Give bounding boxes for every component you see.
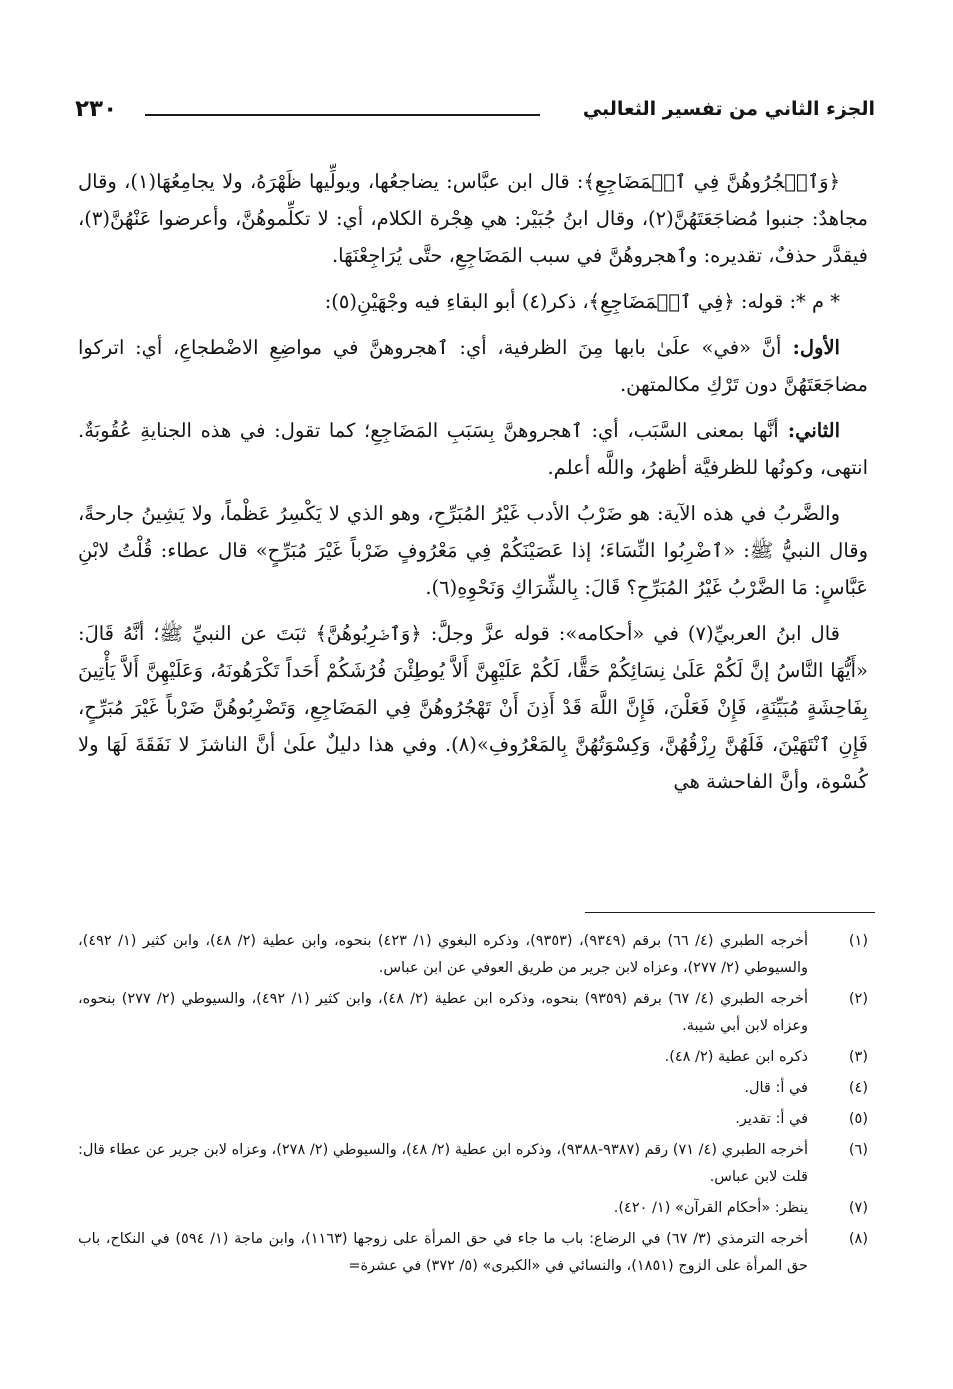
paragraph-text: والضَّربُ في هذه الآية: هو ضَرْبُ الأدب غَيْرُ المُبَرِّحِ، وهو الذي لا يَكْسِرُ عَظْماً، ولا يَشِينُ جارحةً، وقال النبيُّ ﷺ: «ٱضْرِبُوا النِّسَاءَ؛ إذا عَصَيْنَكُمْ فِي مَعْرُوفٍ ضَرْباً غَيْرَ مُبَرِّحٍ» قال عطاء: قُلْتُ لابْنِ عَبَّاسٍ: مَا الضَّرْبُ غَيْرُ المُبَرِّحِ؟ قَالَ: بِالشِّرَاكِ وَنَحْوِهِ(٦). xyxy=(78,502,868,599)
paragraph xyxy=(78,615,868,800)
paragraph-lead: الأول: xyxy=(781,336,840,359)
footnote-number: (٣) xyxy=(848,1049,868,1065)
footnote xyxy=(78,1195,868,1222)
footnote-text: أخرجه الترمذي (٣/ ٦٧) في الرضاع: باب ما جاء في حق المرأة على زوجها (١١٦٣)، وابن ماجة (١/ ٥٩٤) في النكاح، باب حق المرأة على الزوج (١٨٥١)، والنسائي في «الكبرى» (٥/ ٣٧٢) في عشرة= xyxy=(78,1231,808,1274)
footnote-text: ذكره ابن عطية (٢/ ٤٨). xyxy=(664,1049,808,1065)
paragraph-text: أنَّها بمعنى السَّبَب، أي: ٱهجروهنَّ بِسَبَبِ المَضَاجِعِ؛ كما تقول: في هذه الجنايةِ عُقُوبَةٌ. انتهى، وكونُها للظرفيَّة أظهرُ، واللَّه أعلم. xyxy=(78,419,868,479)
footnote xyxy=(78,986,868,1040)
main-text xyxy=(78,163,868,809)
footnotes xyxy=(78,928,868,1284)
footnote-text: أخرجه الطبري (٤/ ٦٧) برقم (٩٣٥٩) بنحوه، وذكره ابن عطية (٢/ ٤٨)، وابن كثير (١/ ٤٩٢)، والسيوطي (٢/ ٢٧٧) بنحوه، وعزاه لابن أبي شيبة. xyxy=(78,991,808,1034)
footnote-text: في أ: قال. xyxy=(744,1080,808,1096)
footnote-text: في أ: تقدير. xyxy=(735,1111,808,1127)
footnote-separator xyxy=(585,912,875,913)
paragraph xyxy=(78,495,868,606)
running-title: الجزء الثاني من تفسير الثعالبي xyxy=(582,98,875,120)
footnote xyxy=(78,1137,868,1191)
footnote-text: أخرجه الطبري (٤/ ٦٦) برقم (٩٣٤٩)، (٩٣٥٣)، وذكره البغوي (١/ ٤٢٣) بنحوه، وابن عطية (٢/ ٤٨)، وابن كثير (١/ ٤٩٢)، والسيوطي (٢/ ٢٧٧)، وعزاه لابن جرير من طريق العوفي عن ابن عباس. xyxy=(78,933,809,976)
paragraph-text: * م *: قوله: ﴿فِي ٱلۡمَضَاجِعِ﴾، ذكر(٤) أبو البقاءِ فيه وجْهَيْنِ(٥): xyxy=(324,290,840,313)
paragraph-lead: الثاني: xyxy=(778,419,840,442)
footnote-number: (٨) xyxy=(848,1231,868,1247)
footnote xyxy=(78,1075,868,1102)
footnote-number: (٤) xyxy=(848,1080,868,1096)
footnote xyxy=(78,1044,868,1071)
footnote-number: (٥) xyxy=(848,1111,868,1127)
footnote-number: (٦) xyxy=(848,1142,868,1158)
paragraph-text: ﴿وَٱهۡجُرُوهُنَّ فِي ٱلۡمَضَاجِعِ﴾: قال ابن عبَّاس: يضاجعُها، ويولِّيها ظَهْرَهُ، ولا يجامِعُهَا(١)، وقال مجاهدٌ: جنبوا مُضاجَعَتَهُنَّ(٢)، وقال ابنُ جُبَيْر: هي هِجْرة الكلام، أي: لا تكلِّموهُنَّ، وأعرضوا عَنْهُنَّ(٣)، فيقدَّر حذفٌ، تقديره: وٱهجروهُنَّ في سبب المَضَاجِعِ، حتَّى يُرَاجِعْنَهَا. xyxy=(78,170,868,267)
footnote xyxy=(78,1226,868,1280)
paragraph xyxy=(78,283,868,320)
page-header xyxy=(75,96,875,136)
footnote-text: أخرجه الطبري (٤/ ٧١) رقم (٩٣٨٧-٩٣٨٨)، وذكره ابن عطية (٢/ ٤٨)، والسيوطي (٢/ ٢٧٨)، وعزاه لابن جرير عن عطاء قال: قلت لابن عباس. xyxy=(78,1142,808,1185)
paragraph xyxy=(78,329,868,403)
footnote-number: (٧) xyxy=(848,1200,868,1216)
paragraph-text: قال ابنُ العربيِّ(٧) في «أحكامه»: قوله عزَّ وجلَّ: ﴿وَٱضۡرِبُوهُنَّ﴾ ثبَتَ عن النبيِّ ﷺ؛ أنَّهُ قَالَ: «أَيُّهَا النَّاسُ إنَّ لَكُمْ عَلَىٰ نِسَائِكُمْ حَقًّا، لَكُمْ عَلَيْهِنَّ أَلاَّ يُوطِئْنَ فُرُشَكُمْ أَحَداً تَكْرَهُونَهُ، وَعَلَيْهِنَّ أَلاَّ يَأْتِينَ بِفَاحِشَةٍ مُبَيِّنَةٍ، فَإِنْ فَعَلْنَ، فَإِنَّ اللَّهَ قَدْ أَذِنَ أَنْ تَهْجُرُوهُنَّ فِي المَضَاجِعِ، وَتَضْرِبُوهُنَّ ضَرْباً غَيْرَ مُبَرِّحٍ، فَإِنِ ٱنْتَهَيْنَ، فَلَهُنَّ رِزْقُهُنَّ، وَكِسْوَتُهُنَّ بِالمَعْرُوفِ»(٨). وفي هذا دليلٌ علَىٰ أنَّ الناشزَ لا نَفَقَةَ لَهَا ولا كُسْوة، وأنَّ الفاحشة هي xyxy=(78,622,868,793)
page-number: ٢٣٠ xyxy=(75,96,118,122)
header-rule xyxy=(145,114,540,116)
footnote-number: (٢) xyxy=(848,991,868,1007)
footnote xyxy=(78,1106,868,1133)
paragraph-text: أنَّ «في» علَىٰ بابها مِنَ الظرفية، أي: ٱهجروهنَّ في مواضِعِ الاضْطجاعِ، أي: اتركوا مضاجَعَتَهُنَّ دون تَرْكِ مكالمتهن. xyxy=(78,336,868,396)
paragraph xyxy=(78,163,868,274)
footnote-text: ينظر: «أحكام القرآن» (١/ ٤٢٠). xyxy=(613,1200,808,1216)
footnote-number: (١) xyxy=(848,933,868,949)
footnote xyxy=(78,928,868,982)
paragraph xyxy=(78,412,868,486)
